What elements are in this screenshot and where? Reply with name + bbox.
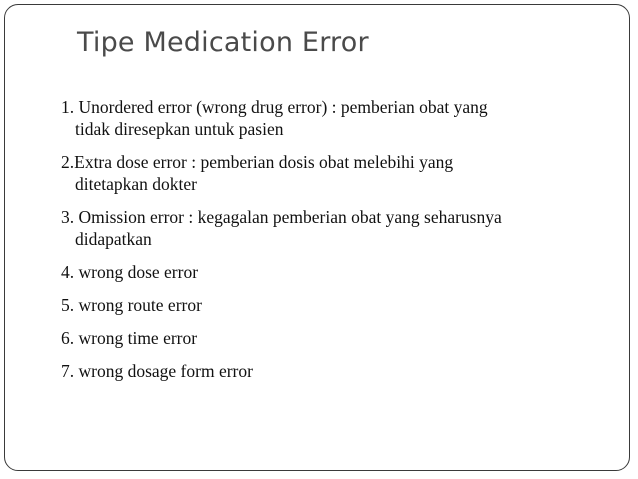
list-item-text-continued: ditetapkan dokter: [75, 174, 197, 194]
list-item-text: 1. Unordered error (wrong drug error) : pemberian obat yang: [61, 97, 488, 117]
list-item-text: 5. wrong route error: [61, 295, 202, 315]
list-item-wrong-dose-error: [61, 261, 609, 283]
list-item-text: 3. Omission error : kegagalan pemberian obat yang seharusnya: [61, 207, 502, 227]
list-item-text-continued: tidak diresepkan untuk pasien: [75, 119, 284, 139]
error-type-list: [61, 96, 609, 393]
list-item-text: 7. wrong dosage form error: [61, 361, 253, 381]
list-item-wrong-time-error: [61, 327, 609, 349]
list-item-extra-dose-error: [61, 151, 609, 195]
list-item-omission-error: [61, 206, 609, 250]
list-item-unordered-error: [61, 96, 609, 140]
list-item-text: 4. wrong dose error: [61, 262, 199, 282]
list-item-text-continued: didapatkan: [75, 229, 152, 249]
slide-frame: [4, 4, 630, 471]
list-item-text: 2.Extra dose error : pemberian dosis obat melebihi yang: [61, 152, 454, 172]
list-item-text: 6. wrong time error: [61, 328, 198, 348]
list-item-wrong-dosage-form-error: [61, 360, 609, 382]
slide-title: Tipe Medication Error: [77, 27, 369, 58]
list-item-wrong-route-error: [61, 294, 609, 316]
